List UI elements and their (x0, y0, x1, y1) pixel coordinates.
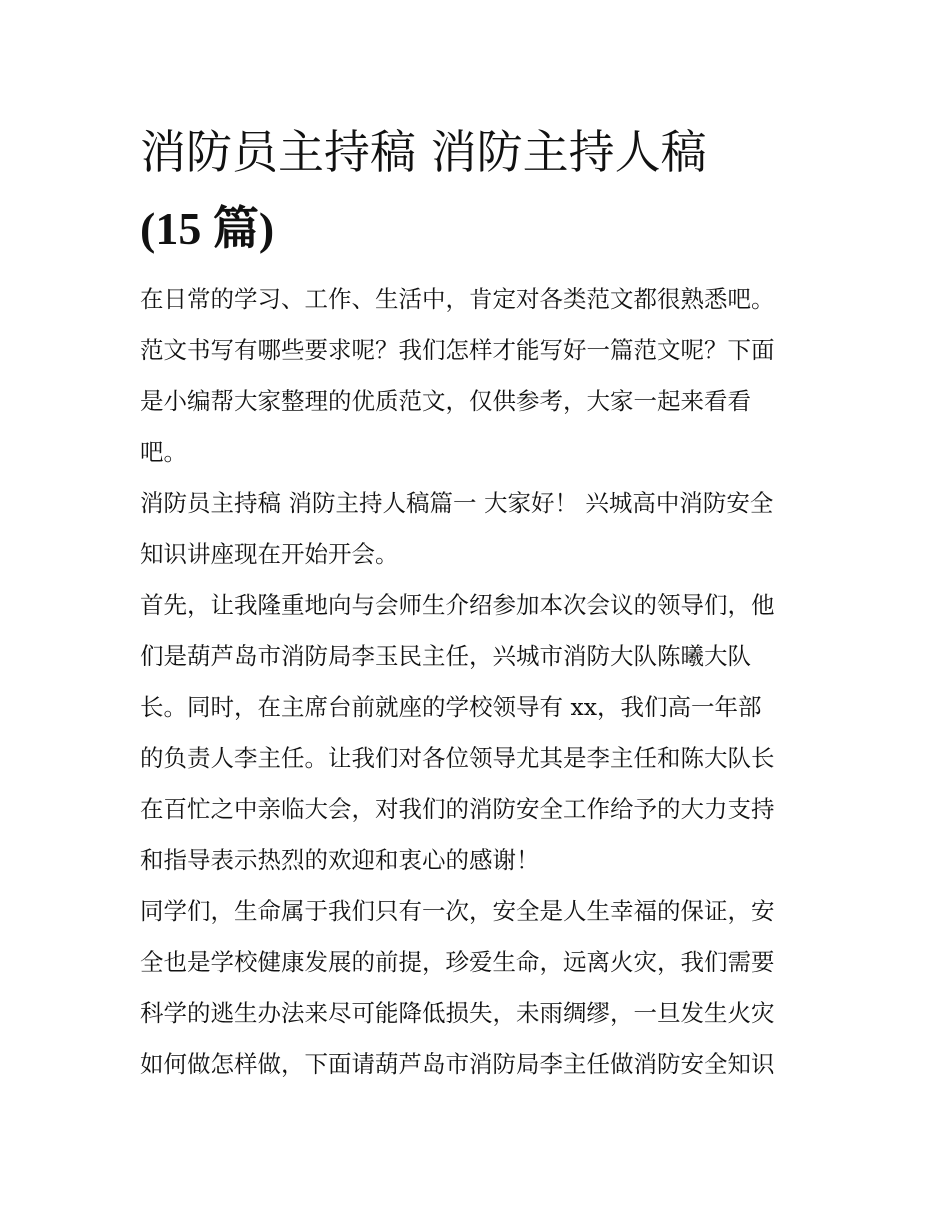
paragraph-line: 知识讲座现在开始开会。 (140, 540, 399, 568)
paragraph-line: 科学的逃生办法来尽可能降低损失，未雨绸缪，一旦发生火灾 (140, 999, 775, 1027)
paragraph-line: 全也是学校健康发展的前提，珍爱生命，远离火灾，我们需要 (140, 948, 775, 976)
paragraph-line: 长。同时，在主席台前就座的学校领导有 xx，我们高一年部 (140, 693, 762, 721)
paragraph-opening (140, 478, 820, 580)
paragraph-line: 们是葫芦岛市消防局李玉民主任，兴城市消防大队陈曦大队 (140, 642, 751, 670)
paragraph-safety (140, 886, 820, 1090)
title-line-2 (140, 190, 820, 266)
paragraph-line: 吧。 (140, 438, 187, 466)
paragraph-line: 和指导表示热烈的欢迎和衷心的感谢！ (140, 846, 540, 874)
paragraph-intro (140, 274, 820, 478)
document-title (140, 114, 820, 266)
paragraph-line: 在日常的学习、工作、生活中，肯定对各类范文都很熟悉吧。 (140, 285, 775, 313)
title-count-char: 篇 (201, 203, 259, 254)
title-line-1: 消防员主持稿 消防主持人稿 (140, 125, 707, 179)
paragraph-introduce-leaders (140, 580, 820, 886)
paragraph-line: 如何做怎样做，下面请葫芦岛市消防局李主任做消防安全知识 (140, 1050, 775, 1078)
document-body (140, 274, 820, 1090)
title-count-close: ) (258, 203, 275, 254)
paragraph-line: 是小编帮大家整理的优质范文，仅供参考，大家一起来看看 (140, 387, 751, 415)
paragraph-line: 首先，让我隆重地向与会师生介绍参加本次会议的领导们，他 (140, 591, 775, 619)
paragraph-line: 消防员主持稿 消防主持人稿篇一 大家好！ 兴城高中消防安全 (140, 489, 774, 517)
paragraph-line: 同学们，生命属于我们只有一次，安全是人生幸福的保证，安 (140, 897, 775, 925)
paragraph-line: 范文书写有哪些要求呢？我们怎样才能写好一篇范文呢？下面 (140, 336, 775, 364)
paragraph-line: 在百忙之中亲临大会，对我们的消防安全工作给予的大力支持 (140, 795, 775, 823)
title-count-open: (15 (140, 203, 202, 254)
paragraph-line: 的负责人李主任。让我们对各位领导尤其是李主任和陈大队长 (140, 744, 775, 772)
